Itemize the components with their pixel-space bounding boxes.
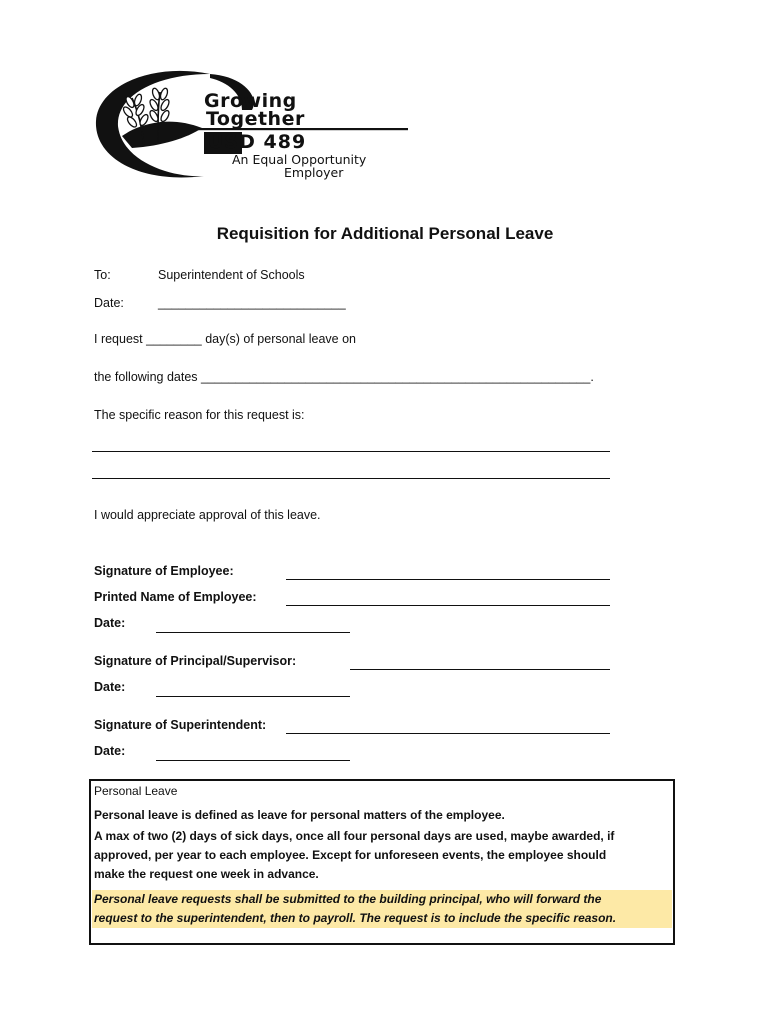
policy-submission-line-2: request to the superintendent, then to payroll. The request is to include the specific reason.	[94, 911, 617, 925]
logo-growing: Growing	[204, 90, 297, 112]
logo-employer: Employer	[284, 165, 344, 180]
policy-highlight	[92, 890, 672, 928]
principal-signature-label: Signature of Principal/Supervisor:	[94, 654, 297, 668]
policy-heading: Personal Leave	[94, 784, 178, 798]
logo-equal-opportunity: An Equal Opportunity	[232, 152, 367, 167]
employee-signature-label: Signature of Employee:	[94, 564, 234, 578]
policy-max-line-3: make the request one week in advance.	[94, 867, 319, 881]
principal-signature-line[interactable]	[350, 669, 610, 670]
reason-label: The specific reason for this request is:	[94, 408, 305, 422]
date-blank[interactable]: ___________________________	[158, 296, 346, 310]
policy-definition: Personal leave is defined as leave for personal matters of the employee.	[94, 808, 505, 822]
approval-statement: I would appreciate approval of this leave.	[94, 508, 321, 522]
request-days-line[interactable]: I request ________ day(s) of personal leave on	[94, 332, 356, 346]
printed-name-line[interactable]	[286, 605, 610, 606]
employee-signature-line[interactable]	[286, 579, 610, 580]
reason-line-2[interactable]	[92, 478, 610, 479]
employee-date-label: Date:	[94, 616, 126, 630]
document-title: Requisition for Additional Personal Leave	[216, 224, 554, 243]
to-label: To:	[94, 268, 111, 282]
principal-date-label: Date:	[94, 680, 126, 694]
printed-name-label: Printed Name of Employee:	[94, 590, 257, 604]
policy-submission-line-1: Personal leave requests shall be submitted to the building principal, who will forward the	[94, 892, 602, 906]
logo-together: Together	[206, 108, 305, 130]
superintendent-date-line[interactable]	[156, 760, 350, 761]
superintendent-date-label: Date:	[94, 744, 126, 758]
district-logo	[92, 66, 422, 186]
superintendent-signature-label: Signature of Superintendent:	[94, 718, 267, 732]
policy-max-line-1: A max of two (2) days of sick days, once all four personal days are used, maybe awarded, if	[94, 829, 615, 843]
policy-max-line-2: approved, per year to each employee. Except for unforeseen events, the employee should	[94, 848, 607, 862]
following-dates-line[interactable]: the following dates ________________________________________________________.	[94, 370, 594, 384]
personal-leave-policy-box	[89, 779, 675, 945]
logo-usd-489: USD 489	[208, 131, 307, 153]
employee-date-line[interactable]	[156, 632, 350, 633]
date-label: Date:	[94, 296, 124, 310]
superintendent-signature-line[interactable]	[286, 733, 610, 734]
reason-line-1[interactable]	[92, 451, 610, 452]
to-value: Superintendent of Schools	[158, 268, 305, 282]
principal-date-line[interactable]	[156, 696, 350, 697]
